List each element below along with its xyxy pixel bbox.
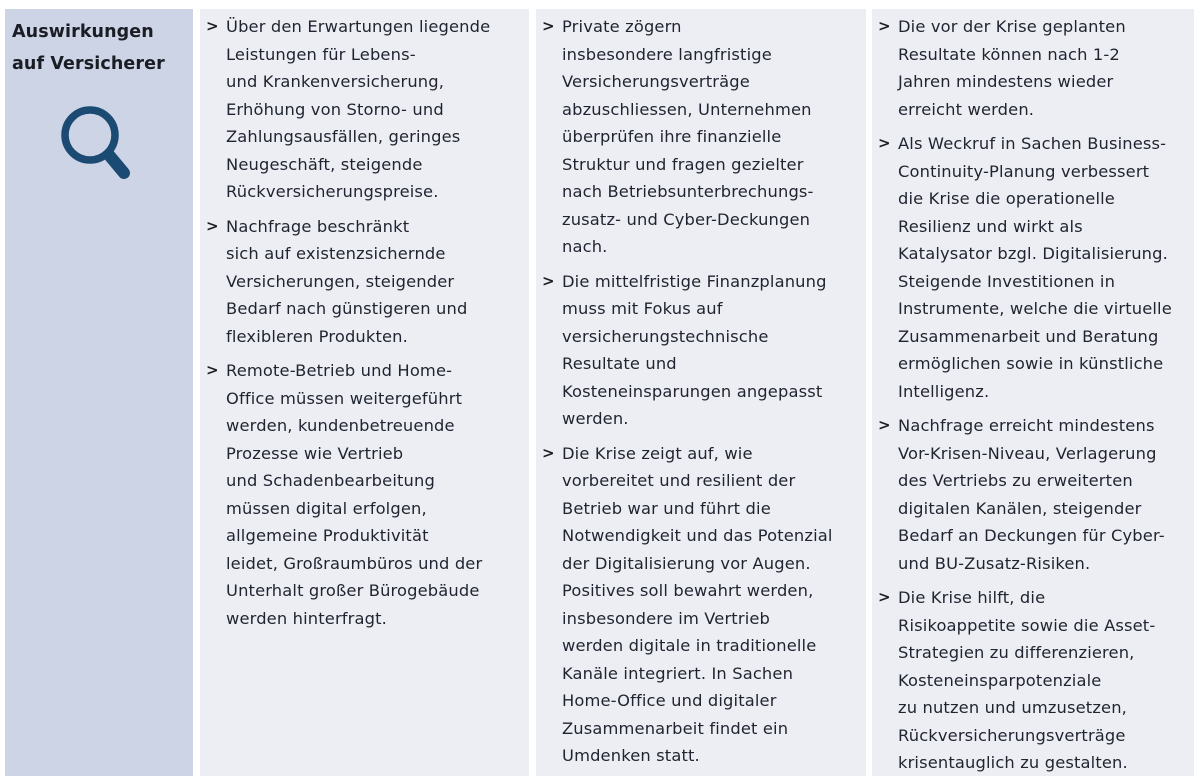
chevron-right-icon: > — [878, 416, 891, 434]
list-item — [206, 213, 523, 351]
list-item-text: Die Krise hilft, die Risikoappetite sowie die Asset- Strategien zu differenzieren, Kosteneinsparpotenziale zu nutzen und umzusetzen, Rückversicherungsverträge krisentauglich zu gestalten. — [898, 588, 1156, 772]
bullet-list — [878, 13, 1188, 777]
list-item — [206, 13, 523, 206]
chevron-right-icon: > — [206, 361, 219, 379]
chevron-right-icon: > — [878, 17, 891, 35]
list-item-text: Als Weckruf in Sachen Business- Continuity-Planung verbessert die Krise die operationelle Resilienz und wirkt als Katalysator bzgl. Digitalisierung. Steigende Investitionen in Instrumente, welche die virtuelle Zusammenarbeit und Beratung ermöglichen sowie in künstliche Intelligenz. — [898, 134, 1172, 401]
list-item — [878, 412, 1188, 577]
chevron-right-icon: > — [542, 17, 555, 35]
column-1 — [200, 9, 529, 776]
column-2 — [536, 9, 866, 776]
chevron-right-icon: > — [542, 271, 555, 290]
bullet-list — [206, 13, 523, 632]
list-item-text: Die Krise zeigt auf, wie vorbereitet und resilient der Betrieb war und führt die Notwendigkeit und das Potenzial der Digitalisierung vor Augen. Positives soll bewahrt werden, insbesondere im Vertrieb werden digitale in traditionelle Kanäle integriert. In Sachen Home-Office und digitaler Zusammenarbeit findet ein Umdenken statt. — [562, 443, 833, 765]
row-label: Auswirkungen auf Versicherer — [12, 22, 165, 74]
list-item — [878, 584, 1188, 777]
magnifier-icon — [58, 102, 138, 186]
chevron-right-icon: > — [206, 17, 219, 35]
chevron-right-icon: > — [878, 134, 891, 152]
list-item-text: Die vor der Krise geplanten Resultate können nach 1-2 Jahren mindestens wieder erreicht werden. — [898, 17, 1126, 119]
list-item-text: Über den Erwartungen liegende Leistungen für Lebens- und Krankenversicherung, Erhöhung von Storno- und Zahlungsausfällen, geringes Neugeschäft, steigende Rückversicherungspreise. — [226, 17, 491, 201]
list-item-text: Remote-Betrieb und Home- Office müssen weitergeführt werden, kundenbetreuende Prozesse wie Vertrieb und Schadenbearbeitung müssen digital erfolgen, allgemeine Produktivität leidet, Großraumbüros und der Unterhalt großer Bürogebäude werden hinterfragt. — [226, 361, 483, 628]
chevron-right-icon: > — [206, 216, 219, 235]
list-item — [542, 268, 860, 433]
list-item-text: Nachfrage beschränkt sich auf existenzsichernde Versicherungen, steigender Bedarf nach günstigeren und flexibleren Produkten. — [226, 216, 468, 346]
column-3 — [872, 9, 1194, 776]
list-item-text: Die mittelfristige Finanzplanung muss mit Fokus auf versicherungstechnische Resultate und Kosteneinsparungen angepasst werden. — [562, 271, 827, 428]
chevron-right-icon: > — [542, 443, 555, 462]
bullet-list — [542, 13, 860, 770]
chevron-right-icon: > — [878, 588, 891, 606]
list-item — [878, 13, 1188, 123]
list-item — [542, 440, 860, 770]
list-item-text: Private zögern insbesondere langfristige Versicherungsverträge abzuschliessen, Unternehmen überprüfen ihre finanzielle Struktur und fragen gezielter nach Betriebsunterbrechungs- zusatz- und Cyber-Deckungen nach. — [562, 17, 814, 256]
row-label-cell — [5, 9, 193, 776]
list-item — [206, 357, 523, 632]
list-item — [878, 130, 1188, 405]
list-item-text: Nachfrage erreicht mindestens Vor-Krisen-Niveau, Verlagerung des Vertriebs zu erweiterten digitalen Kanälen, steigender Bedarf an Deckungen für Cyber- und BU-Zusatz-Risiken. — [898, 416, 1165, 573]
list-item — [542, 13, 860, 261]
